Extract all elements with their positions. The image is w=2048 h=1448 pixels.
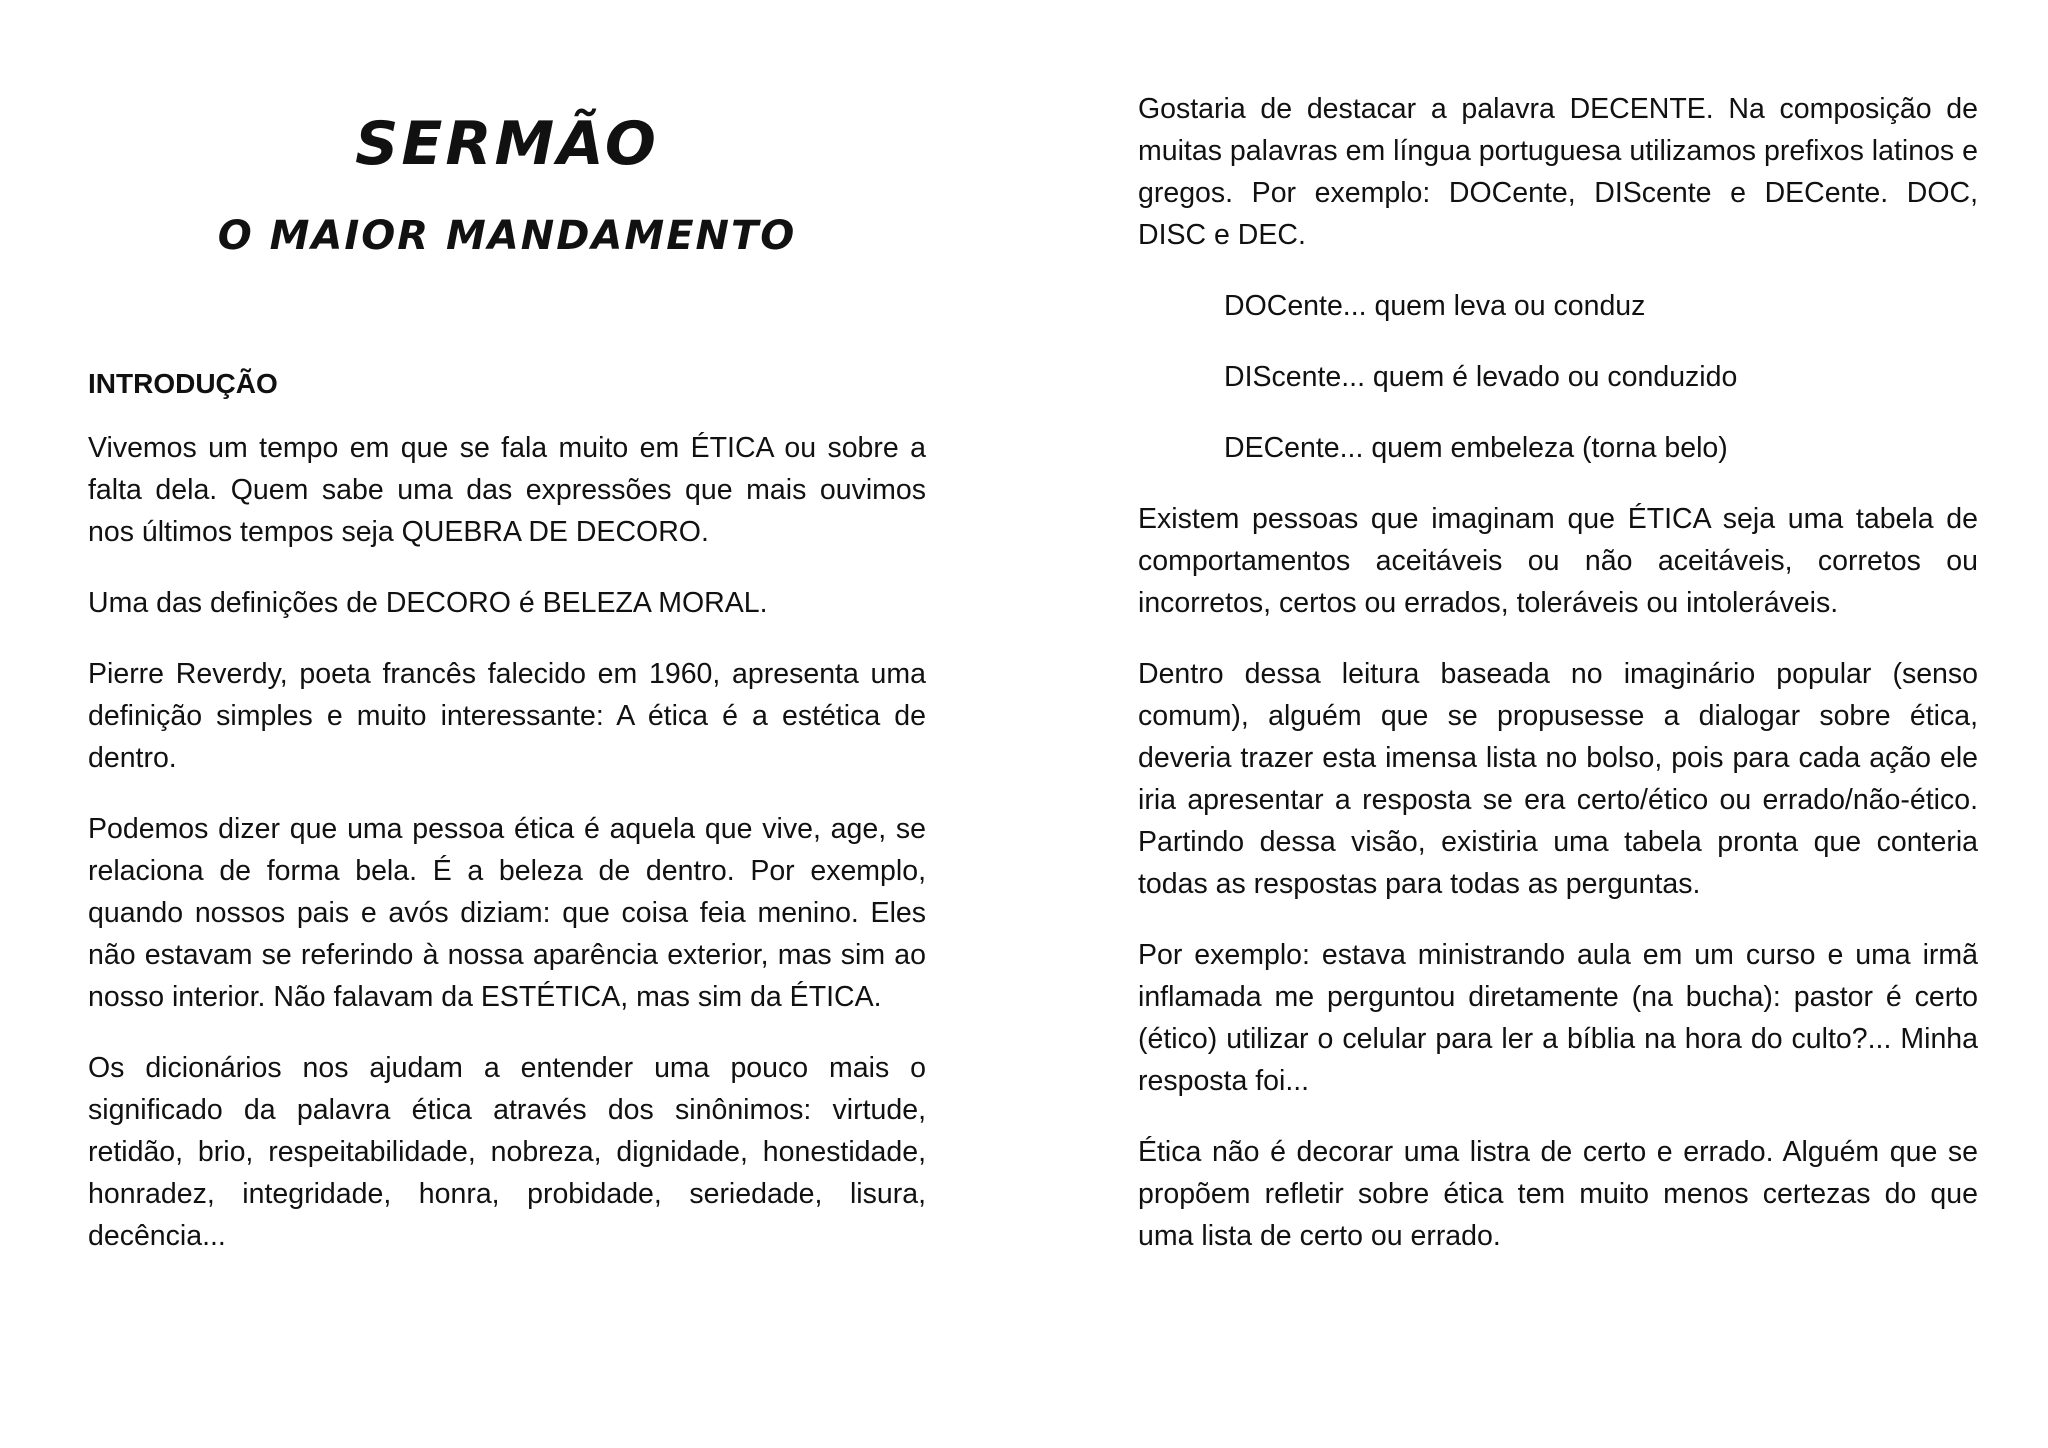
paragraph: Vivemos um tempo em que se fala muito em ÉTICA ou sobre a falta dela. Quem sabe uma das expressões que mais ouvimos nos últimos tempos seja QUEBRA DE DECORO. [88, 432, 926, 548]
paragraph: Podemos dizer que uma pessoa ética é aquela que vive, age, se relaciona de forma bela. É a beleza de dentro. Por exemplo, quando nossos pais e avós diziam: que coisa feia menino. Eles não estavam se referindo à nossa aparência exterior, mas sim ao nosso interior. Não falavam da ESTÉTICA, mas sim da ÉTICA. [88, 813, 926, 1013]
left-page-body [88, 363, 926, 1286]
left-page [88, 0, 926, 1448]
paragraph: Ética não é decorar uma listra de certo e errado. Alguém que se propõem refletir sobre ética tem muito menos certezas do que uma lista de certo ou errado. [1138, 1136, 1978, 1252]
right-page [1138, 0, 1978, 1448]
paragraph: Pierre Reverdy, poeta francês falecido em 1960, apresenta uma definição simples e muito interessante: A ética é a estética de dentro. [88, 658, 926, 774]
paragraph: Existem pessoas que imaginam que ÉTICA seja uma tabela de comportamentos aceitáveis ou não aceitáveis, corretos ou incorretos, certos ou errados, toleráveis ou intoleráveis. [1138, 503, 1978, 619]
sermon-title: SERMÃO [355, 109, 659, 179]
paragraph-intro-decente: Gostaria de destacar a palavra DECENTE. Na composição de muitas palavras em língua portuguesa utilizamos prefixos latinos e gregos. Por exemplo: DOCente, DIScente e DECente. DOC, DISC e DEC. [1138, 93, 1978, 251]
definition-discente: DIScente... quem é levado ou conduzido [1224, 361, 1738, 393]
sermon-subtitle: O MAIOR MANDAMENTO [217, 213, 797, 259]
definition-decente: DECente... quem embeleza (torna belo) [1224, 432, 1728, 464]
paragraph: Por exemplo: estava ministrando aula em um curso e uma irmã inflamada me perguntou diretamente (na bucha): pastor é certo (ético) utilizar o celular para ler a bíblia na hora do culto?... Minha resposta foi... [1138, 939, 1978, 1097]
section-heading-introducao: INTRODUÇÃO [88, 368, 278, 399]
paragraph: Uma das definições de DECORO é BELEZA MORAL. [88, 587, 768, 619]
right-page-body [1138, 88, 1978, 1286]
paragraph: Dentro dessa leitura baseada no imaginário popular (senso comum), alguém que se propusesse a dialogar sobre ética, deveria trazer esta imensa lista no bolso, pois para cada ação ele iria apresentar a resposta se era certo/ético ou errado/não-ético. Partindo dessa visão, existiria uma tabela pronta que conteria todas as respostas para todas as perguntas. [1138, 658, 1978, 900]
definition-docente: DOCente... quem leva ou conduz [1224, 290, 1646, 322]
paragraph: Os dicionários nos ajudam a entender uma pouco mais o significado da palavra ética através dos sinônimos: virtude, retidão, brio, respeitabilidade, nobreza, dignidade, honestidade, honradez, integridade, honra, probidade, seriedade, lisura, decência... [88, 1052, 926, 1252]
